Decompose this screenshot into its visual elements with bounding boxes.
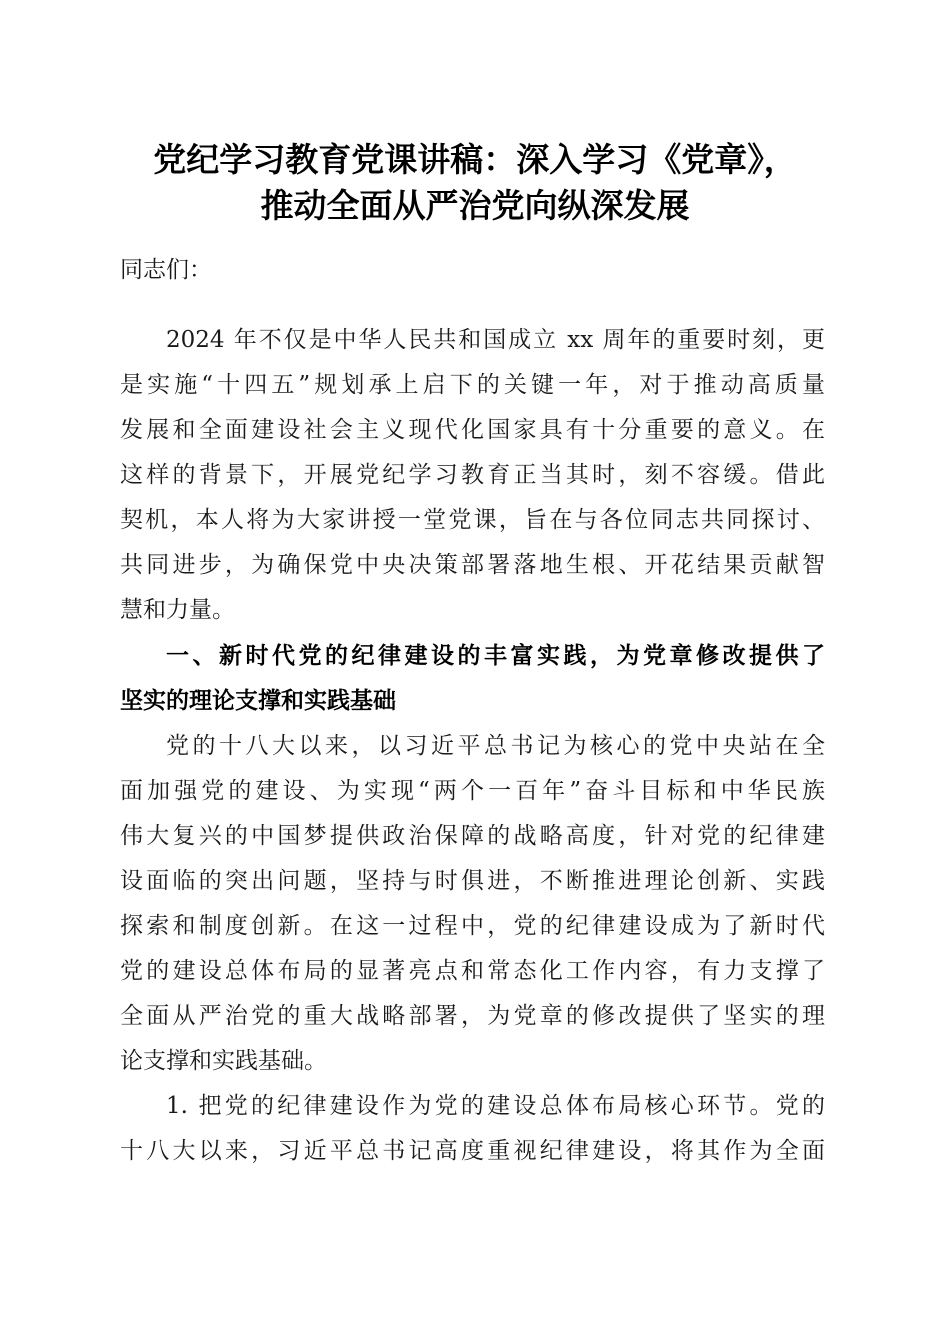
paragraph-2-line: 设面临的突出问题，坚持与时俱进，不断推进理论创新、实践	[120, 868, 825, 894]
paragraph-2-line: 党的建设总体布局的显著亮点和常态化工作内容，有力支撑了	[120, 958, 825, 984]
paragraph-3-line: 十八大以来，习近平总书记高度重视纪律建设，将其作为全面	[120, 1138, 825, 1164]
section-heading-1-line: 坚实的理论支撑和实践基础	[120, 688, 396, 714]
paragraph-2-line: 全面从严治党的重大战略部署，为党章的修改提供了坚实的理	[120, 1003, 825, 1029]
paragraph-1-line: 共同进步，为确保党中央决策部署落地生根、开花结果贡献智	[120, 552, 825, 578]
salutation: 同志们：	[120, 257, 212, 283]
paragraph-1-line: 2024 年不仅是中华人民共和国成立 xx 周年的重要时刻，更	[166, 327, 825, 353]
paragraph-3-line: 1. 把党的纪律建设作为党的建设总体布局核心环节。党的	[166, 1093, 825, 1119]
paragraph-1-line: 慧和力量。	[120, 597, 235, 623]
paragraph-1-line: 这样的背景下，开展党纪学习教育正当其时，刻不容缓。借此	[120, 462, 825, 488]
paragraph-1-line: 发展和全面建设社会主义现代化国家具有十分重要的意义。在	[120, 417, 825, 443]
paragraph-2-line: 伟大复兴的中国梦提供政治保障的战略高度，针对党的纪律建	[120, 823, 825, 849]
paragraph-2-line: 党的十八大以来，以习近平总书记为核心的党中央站在全	[166, 733, 825, 759]
paragraph-1-line: 是实施“十四五”规划承上启下的关键一年，对于推动高质量	[120, 372, 825, 398]
paragraph-2-line: 论支撑和实践基础。	[120, 1048, 327, 1074]
document-title-line-2: 推动全面从严治党向纵深发展	[260, 186, 690, 225]
section-heading-1-line: 一、新时代党的纪律建设的丰富实践，为党章修改提供了	[166, 643, 825, 669]
document-title-line-1: 党纪学习教育党课讲稿：深入学习《党章》，	[153, 140, 797, 179]
paragraph-1-line: 契机，本人将为大家讲授一堂党课，旨在与各位同志共同探讨、	[120, 507, 825, 533]
paragraph-2-line: 面加强党的建设、为实现“两个一百年”奋斗目标和中华民族	[120, 778, 825, 804]
paragraph-2-line: 探索和制度创新。在这一过程中，党的纪律建设成为了新时代	[120, 913, 825, 939]
